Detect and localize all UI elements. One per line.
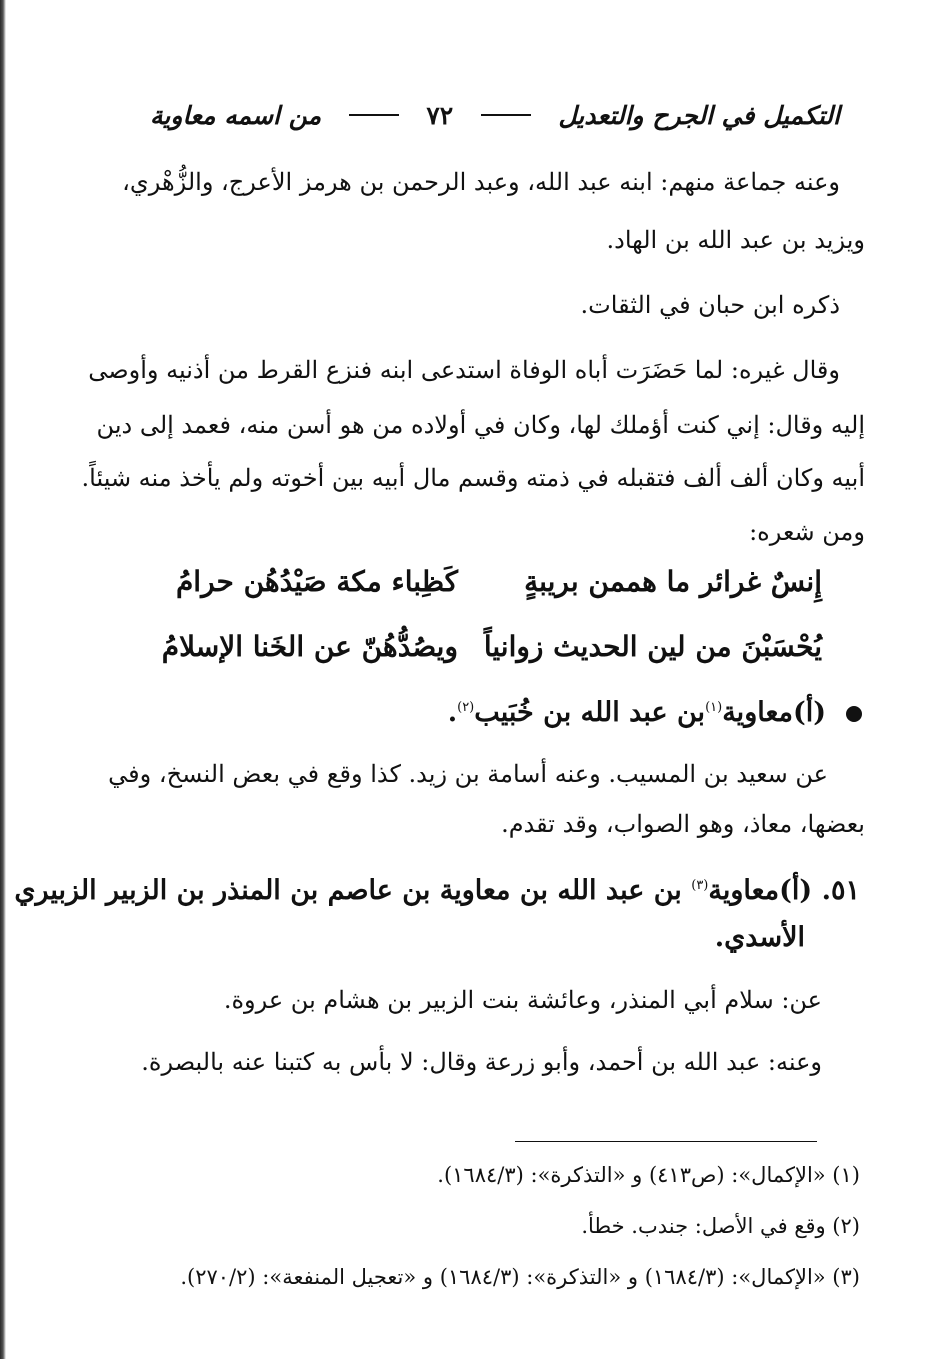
text-line: ذكره ابن حبان في الثقات.: [580, 291, 840, 319]
footnote-ref: (٢): [457, 700, 475, 715]
footnote: (٣) «الإكمال»: (١٦٨٤/٣) و «التذكرة»: (١٦٨٤/٣) و «تعجيل المنفعة»: (٢٧٠/٢).: [180, 1265, 860, 1289]
footnote: (١) «الإكمال»: (ص٤١٣) و «التذكرة»: (١٦٨٤/٣).: [437, 1163, 860, 1187]
poetry-intro: ومن شعره:: [749, 518, 865, 546]
header-separator: [349, 114, 399, 116]
entry-label: (أ)معاوية: [722, 697, 826, 728]
footnote: (٢) وقع في الأصل: جندب. خطأ.: [581, 1214, 860, 1238]
text-line: أبيه وكان ألف ألف فتقبله في ذمته وقسم مال أبيه بين أخوته ولم يأخذ منه شيئاً.: [81, 464, 865, 492]
page-number: ٧٢: [426, 100, 454, 130]
verse-hemistich: إِنسٌ غرائر ما هممن بريبةٍ: [524, 565, 822, 598]
running-header: [150, 95, 840, 135]
entry-name: بن عبد الله بن خُبَيب: [474, 697, 706, 728]
entry-heading: [14, 866, 860, 911]
text-line: ويزيد بن عبد الله بن الهاد.: [606, 226, 865, 254]
footnote-ref: (٣): [691, 878, 709, 893]
text-line: عن سعيد بن المسيب. وعنه أسامة بن زيد. كذا وقع في بعض النسخ، وفي: [108, 760, 828, 788]
text-line: وعنه: عبد الله بن أحمد، وأبو زرعة وقال: لا بأس به كتبنا عنه بالبصرة.: [141, 1048, 822, 1076]
footnote-ref: (١): [705, 700, 723, 715]
text-line: وعنه جماعة منهم: ابنه عبد الله، وعبد الرحمن بن هرمز الأعرج، والزُّهْري،: [122, 168, 840, 196]
book-title: التكميل في الجرح والتعديل: [558, 100, 840, 130]
verse-hemistich: ويصُدُّهُنّ عن الخَنا الإسلامُ: [161, 630, 458, 663]
scan-edge-shadow: [0, 0, 6, 1359]
verse-hemistich: يُحْسَبْنَ من لين الحديث زوانياً: [483, 630, 822, 663]
text-line: عن: سلام أبي المنذر، وعائشة بنت الزبير بن هشام بن عروة.: [223, 986, 822, 1014]
entry-label: (أ)معاوية: [708, 875, 813, 906]
entry-name: بن عبد الله بن معاوية بن عاصم بن المنذر بن الزبير الزبيري: [14, 875, 682, 906]
entry-number: ٥١.: [821, 875, 860, 906]
entry-heading-continued: الأسدي.: [714, 922, 805, 953]
header-separator: [481, 114, 531, 116]
bullet-icon: [846, 706, 862, 722]
text-line: إليه وقال: إني كنت أؤملك لها، وكان في أولاده من هو أسن منه، فعمد إلى دين: [96, 411, 865, 439]
text-line: بعضها، معاذ، وهو الصواب، وقد تقدم.: [501, 810, 865, 838]
section-title: من اسمه معاوية: [150, 100, 322, 130]
verse-hemistich: كَظِباء مكة صَيْدُهُن حرامُ: [175, 565, 458, 598]
text-line: وقال غيره: لما حَضَرَت أباه الوفاة استدعى ابنه فنزع القرط من أذنيه وأوصى: [88, 356, 840, 384]
footnote-divider: [515, 1141, 817, 1142]
entry-heading: (أ)معاوية$^{(١)}$بن عبد الله بن خُبَيب$^{(٢)}$.: [448, 688, 862, 733]
